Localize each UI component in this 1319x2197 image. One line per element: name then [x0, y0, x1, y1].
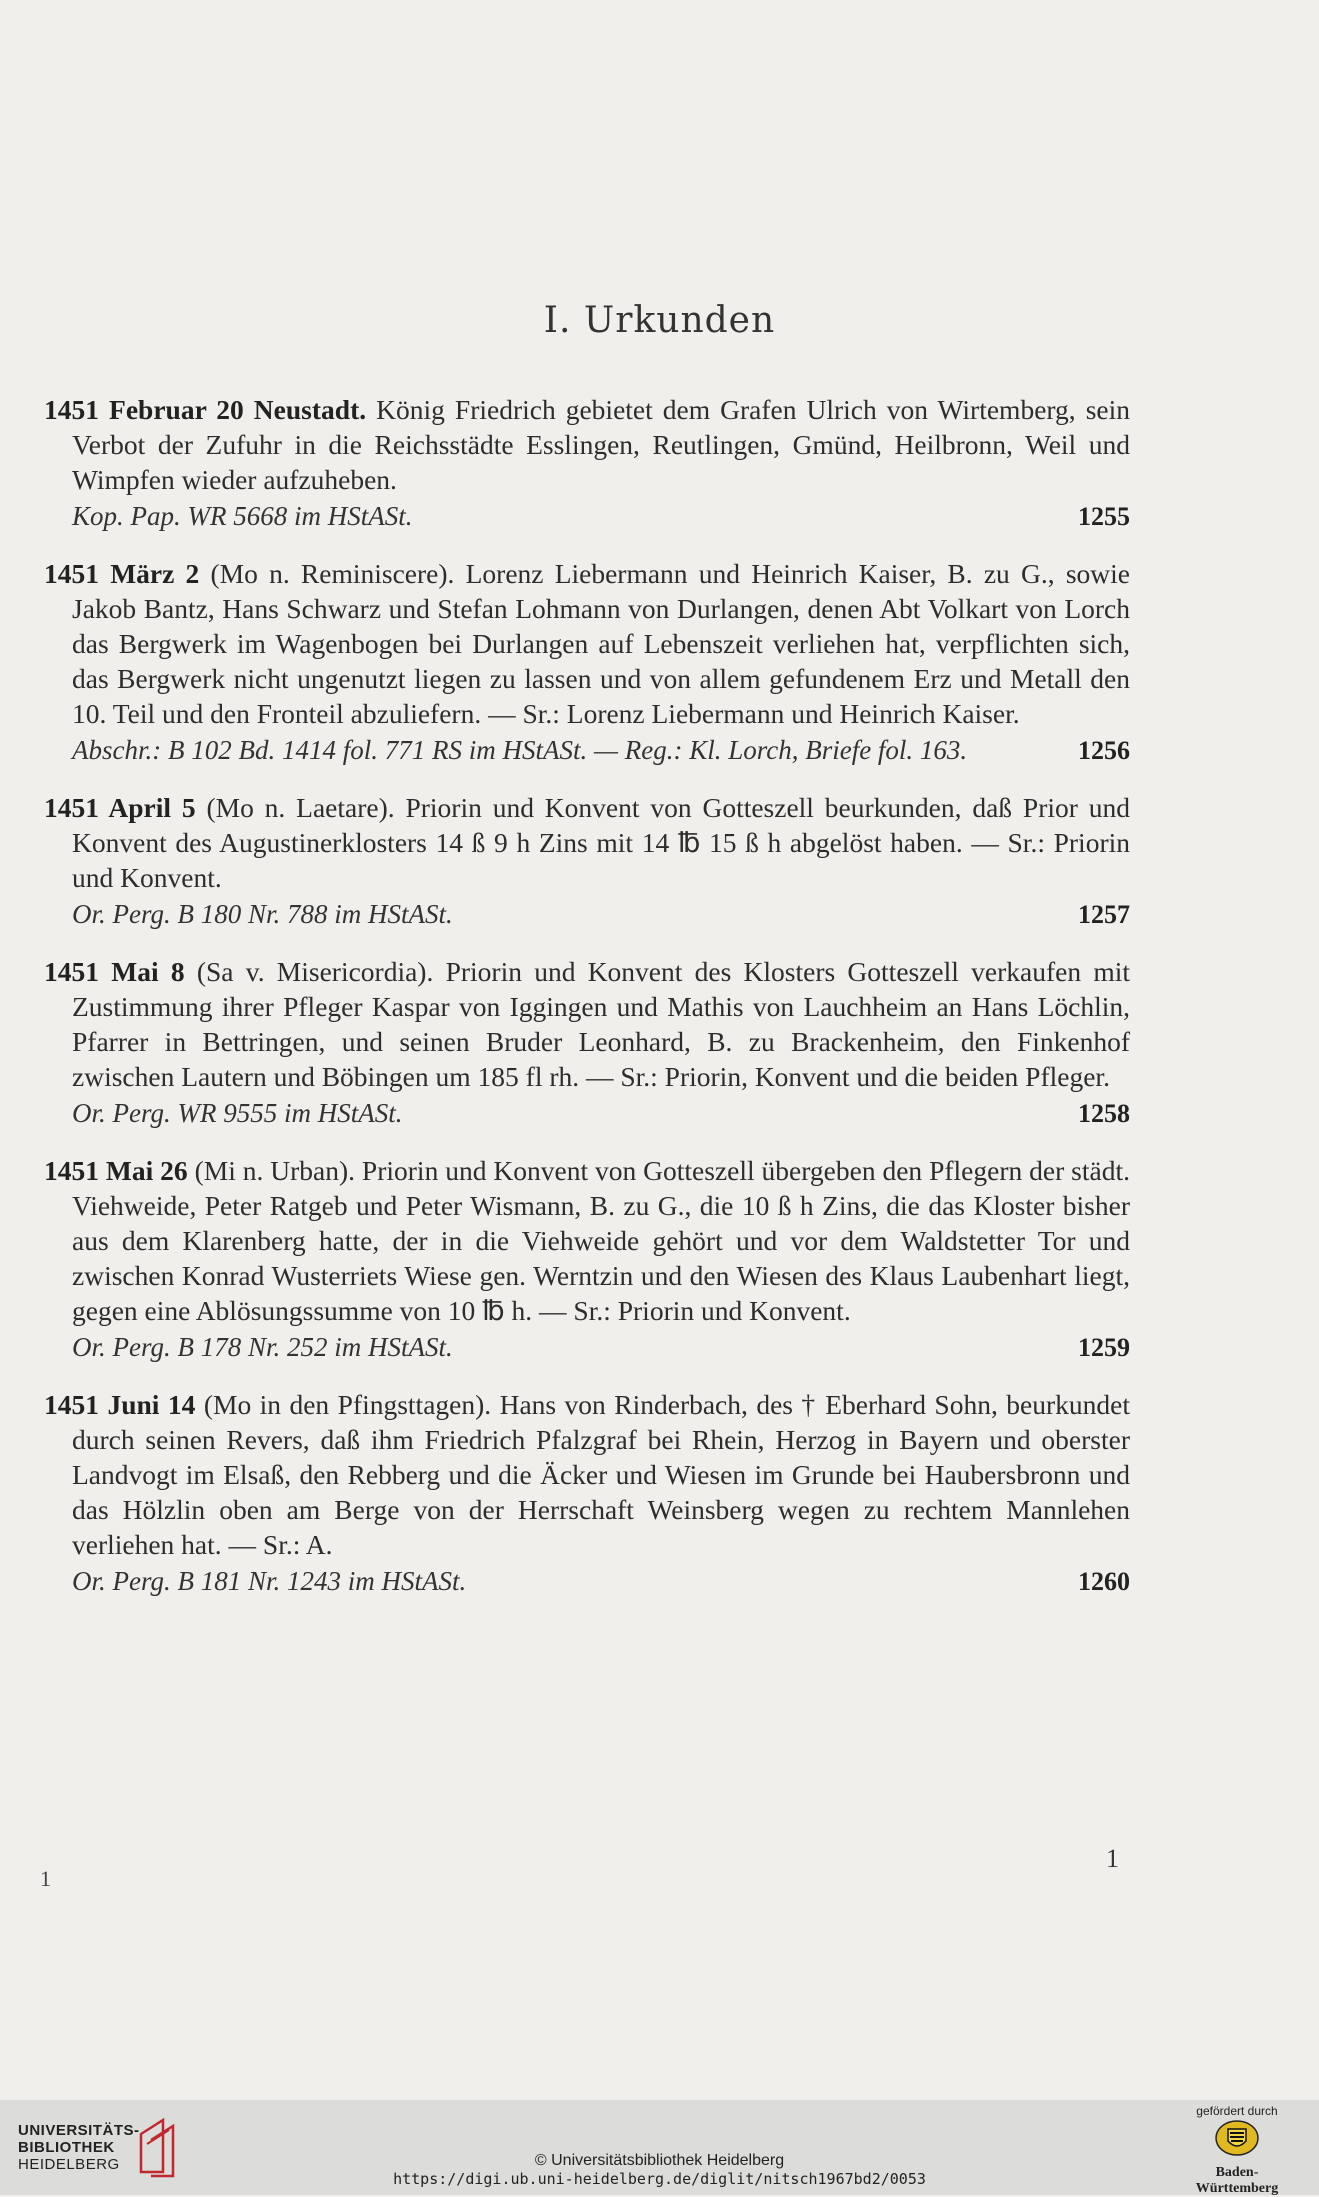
entry-1257	[44, 790, 1130, 932]
entry-date: 1451 Mai 26	[44, 1155, 188, 1186]
entry-text: (Sa v. Misericordia). Priorin und Konvent des Klosters Gotteszell verkaufen mit Zustimmung ihrer Pfleger Kaspar von Iggingen und Mathis von Lauchheim an Hans Löchlin, Pfarrer in Bettringen, und seinen Bruder Leonhard, B. zu Brackenheim, den Finkenhof zwischen Lautern und Böbingen um 185 fl rh. — Sr.: Priorin, Konvent und die beiden Pfleger.	[72, 956, 1131, 1092]
sponsor-label: gefördert durch	[1196, 2104, 1278, 2118]
entry-1256	[44, 556, 1130, 768]
entry-text: (Mo n. Reminiscere). Lorenz Liebermann und Heinrich Kaiser, B. zu G., sowie Jakob Bantz, Hans Schwarz und Stefan Lohmann von Durlangen, denen Abt Volkart von Lorch das Bergwerk im Wagenbogen bei Durlangen auf Lebenszeit verliehen hat, verpflichten sich, das Bergwerk nicht ungenutzt liegen zu lassen und von allem gefundenem Erz und Metall den 10. Teil und den Fronteil abzuliefern. — Sr.: Lorenz Liebermann und Heinrich Kaiser.	[72, 558, 1130, 729]
entry-date: 1451 März 2	[44, 558, 200, 589]
entry-list	[44, 392, 1130, 1621]
entry-text: König Friedrich gebietet dem Grafen Ulrich von Wirtemberg, sein Verbot der Zufuhr in die Reichsstädte Esslingen, Reutlingen, Gmünd, Heilbronn, Weil und Wimpfen wieder aufzuheben.	[72, 394, 1130, 495]
entry-1255	[44, 392, 1130, 534]
sponsor-block	[1177, 2104, 1297, 2197]
entry-number: 1259	[1078, 1333, 1130, 1362]
entry-1260	[44, 1387, 1130, 1599]
library-name-line3: HEIDELBERG	[18, 2156, 120, 2173]
entry-source: Kop. Pap. WR 5668 im HStASt.	[72, 501, 413, 531]
entry-text: (Mo in den Pfingsttagen). Hans von Rinderbach, des † Eberhard Sohn, beurkundet durch seinen Revers, daß ihm Friedrich Pfalzgraf bei Rhein, Herzog in Bayern und oberster Landvogt im Elsaß, den Rebberg und die Äcker und Wiesen im Grunde bei Haubersbronn und das Hölzlin oben am Berge von der Herrschaft Weinsberg wegen zu rechtem Mannlehen verliehen hat. — Sr.: A.	[72, 1389, 1131, 1560]
entry-number: 1257	[1078, 900, 1130, 929]
entry-number: 1258	[1078, 1099, 1130, 1128]
entry-number: 1256	[1078, 736, 1130, 765]
entry-date: 1451 Februar 20 Neustadt.	[44, 394, 367, 425]
entry-source: Or. Perg. B 178 Nr. 252 im HStASt.	[72, 1332, 453, 1362]
entry-source: Or. Perg. WR 9555 im HStASt.	[72, 1098, 403, 1128]
entry-date: 1451 Mai 8	[44, 956, 185, 987]
entry-1259	[44, 1153, 1130, 1365]
section-heading: I. Urkunden	[543, 300, 776, 341]
entry-source: Or. Perg. B 181 Nr. 1243 im HStASt.	[72, 1566, 467, 1596]
entry-1258	[44, 954, 1130, 1131]
sponsor-name: Baden-Württemberg	[1195, 2165, 1279, 2196]
entry-text: (Mi n. Urban). Priorin und Konvent von Gotteszell übergeben den Pflegern der städt. Viehweide, Peter Ratgeb und Peter Wismann, B. zu G., die 10 ß h Zins, die das Kloster bisher aus dem Klarenberg hatte, der in die Viehweide gehört und vor dem Waldstetter Tor und zwischen Konrad Wusterriets Wiese gen. Werntzin und den Wiesen des Klaus Laubenhart liegt, gegen eine Ablösungssumme von 10 ℔ h. — Sr.: Priorin und Konvent.	[72, 1155, 1130, 1326]
entry-source: Or. Perg. B 180 Nr. 788 im HStASt.	[72, 899, 453, 929]
copyright-text: © Universitätsbibliothek Heidelberg	[534, 2152, 785, 2169]
entry-text: (Mo n. Laetare). Priorin und Konvent von Gotteszell beurkunden, daß Prior und Konvent des Augustinerklosters 14 ß 9 h Zins mit 14 ℔ 15 ß h abgelöst haben. — Sr.: Priorin und Konvent.	[72, 792, 1131, 893]
library-name-line2: BIBLIOTHEK	[18, 2139, 115, 2156]
library-name-line1: UNIVERSITÄTS-	[18, 2122, 140, 2139]
entry-date: 1451 Juni 14	[44, 1389, 196, 1420]
entry-number: 1255	[1078, 502, 1130, 531]
entry-date: 1451 April 5	[44, 792, 196, 823]
entry-source: Abschr.: B 102 Bd. 1414 fol. 771 RS im HStASt. — Reg.: Kl. Lorch, Briefe fol. 163.	[72, 735, 968, 765]
viewer-footer	[0, 2100, 1319, 2195]
footer-credits	[0, 2152, 1319, 2188]
page-number: 1	[1106, 1844, 1119, 1873]
permalink[interactable]: https://digi.ub.uni-heidelberg.de/diglit/nitsch1967bd2/0053	[393, 2170, 926, 2188]
signature-mark: 1	[40, 1866, 51, 1891]
entry-number: 1260	[1078, 1567, 1130, 1596]
coat-of-arms-icon	[1214, 2118, 1260, 2158]
